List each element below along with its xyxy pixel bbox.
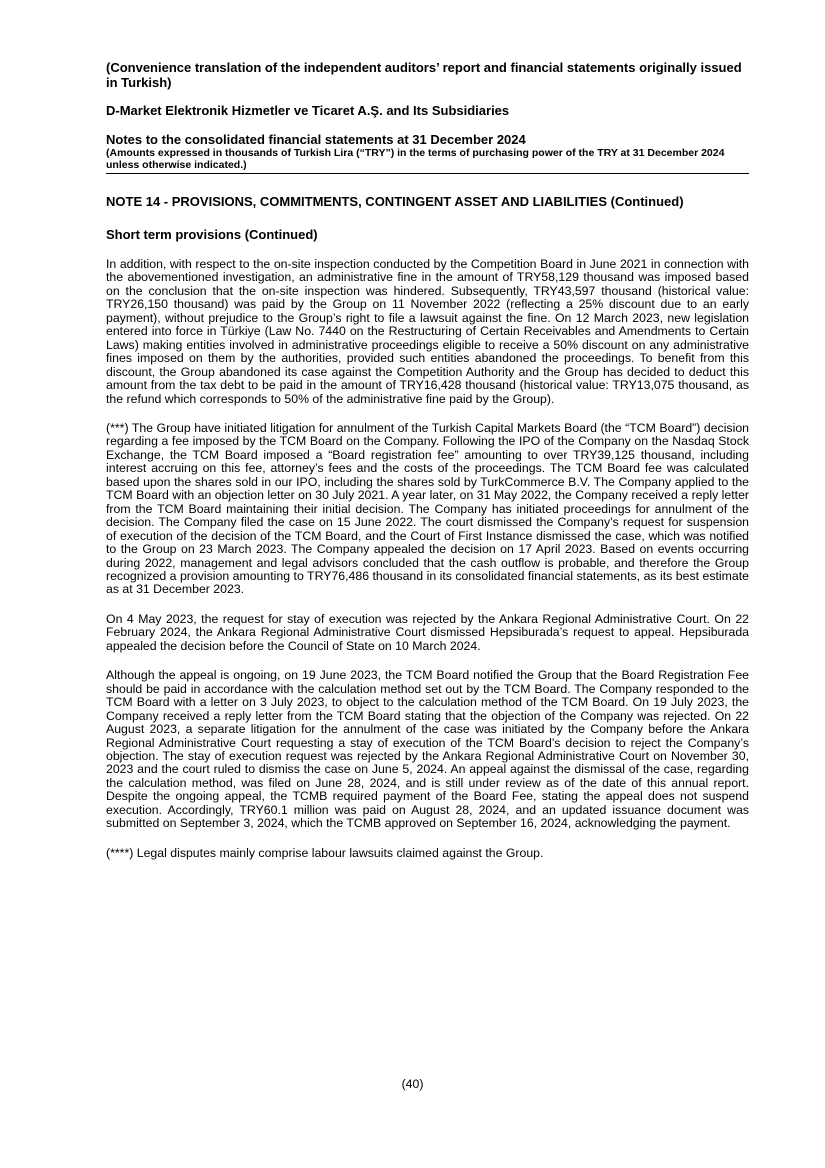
notes-header: [106, 132, 749, 174]
page-number: (40): [401, 1077, 424, 1091]
section-title: Short term provisions (Continued): [106, 227, 318, 242]
paragraph-appeal-payment: Although the appeal is ongoing, on 19 June 2023, the TCM Board notified the Group that the Board Registration Fee should be paid in accordance with the calculation method set out by the TCM Board. The Company responded to the TCM Board with a letter on 3 July 2023, to object to the calculation method of the TCM Board. On 19 July 2023, the Company received a reply letter from the TCM Board stating that the objection of the Company was rejected. On 22 August 2023, a separate litigation for the annulment of the case was initiated by the Company before the Ankara Regional Administrative Court requesting a stay of execution of the TCM Board’s decision to reject the Company’s objection. The stay of execution request was rejected by the Ankara Regional Administrative Court on November 30, 2023 and the court ruled to dismiss the case on June 5, 2024. An appeal against the dismissal of the case, regarding the calculation method, was filed on June 28, 2024, and is still under review as of the date of this annual report. Despite the ongoing appeal, the TCMB required payment of the Board Fee, stating the appeal does not suspend execution. Accordingly, TRY60.1 million was paid on August 28, 2024, and an updated issuance document was submitted on September 3, 2024, which the TCMB approved on September 16, 2024, acknowledging the payment.: [106, 668, 749, 831]
company-name: D-Market Elektronik Hizmetler ve Ticaret A.Ş. and Its Subsidiaries: [106, 103, 510, 118]
notes-title: Notes to the consolidated financial statements at 31 December 2024: [106, 132, 526, 147]
paragraph-stay-of-execution: On 4 May 2023, the request for stay of execution was rejected by the Ankara Regional Administrative Court. On 22 February 2024, the Ankara Regional Administrative Court dismissed Hepsiburada’s request to appeal. Hepsiburada appealed the decision before the Council of State on 10 March 2024.: [106, 611, 749, 653]
paragraph-legal-disputes: (****) Legal disputes mainly comprise labour lawsuits claimed against the Group.: [106, 845, 544, 860]
paragraph-competition-fine: In addition, with respect to the on-site inspection conducted by the Competition Board in June 2021 in connection with the abovementioned investigation, an administrative fine in the amount of TRY58,129 thousand was imposed based on the conclusion that the on-site inspection was hindered. Subsequently, TRY43,597 thousand (historical value: TRY26,150 thousand) was paid by the Group on 11 November 2022 (reflecting a 25% discount due to an early payment), without prejudice to the Group’s right to file a lawsuit against the fine. On 12 March 2023, new legislation entered into force in Türkiye (Law No. 7440 on the Restructuring of Certain Receivables and Amendments to Certain Laws) making entities involved in administrative proceedings eligible to receive a 50% discount on any administrative fines imposed on them by the authorities, provided such entities abandoned the proceedings. To benefit from this discount, the Group abandoned its case against the Competition Authority and the Group has decided to deduct this amount from the tax debt to be paid in the amount of TRY16,428 thousand (historical value: TRY13,075 thousand, as the refund which corresponds to 50% of the administrative fine paid by the Group).: [106, 257, 749, 406]
document-page: [106, 60, 749, 860]
convenience-note: (Convenience translation of the independent auditors’ report and financial statements originally issued in Turkish): [106, 60, 742, 90]
paragraph-tcm-litigation: (***) The Group have initiated litigation for annulment of the Turkish Capital Markets Board (the “TCM Board”) decision regarding a fee imposed by the TCM Board on the Company. Following the IPO of the Company on the Nasdaq Stock Exchange, the TCM Board imposed a “Board registration fee” amounting to over TRY39,125 thousand, including interest accruing on this fee, attorney’s fees and the costs of the proceedings. The TCM Board fee was calculated based upon the shares sold in our IPO, including the shares sold by TurkCommerce B.V. The Company applied to the TCM Board with an objection letter on 30 July 2021. A year later, on 31 May 2022, the Company received a reply letter from the TCM Board maintaining their initial decision. The Company has initiated proceedings for annulment of the decision. The Company filed the case on 15 June 2022. The court dismissed the Company’s request for suspension of execution of the decision of the TCM Board, and the Court of First Instance dismissed the case, which was notified to the Group on 23 March 2023. The Company appealed the decision on 17 April 2023. Based on events occurring during 2022, management and legal advisors concluded that the cash outflow is probable, and therefore the Group recognized a provision amounting to TRY76,486 thousand in its consolidated financial statements, as its best estimate as at 31 December 2023.: [106, 420, 749, 597]
note-title: NOTE 14 - PROVISIONS, COMMITMENTS, CONTINGENT ASSET AND LIABILITIES (Continued): [106, 194, 684, 209]
notes-subtitle: (Amounts expressed in thousands of Turkish Lira (“TRY”) in the terms of purchasing power of the TRY at 31 December 2024 unless otherwise indicated.): [106, 147, 725, 171]
